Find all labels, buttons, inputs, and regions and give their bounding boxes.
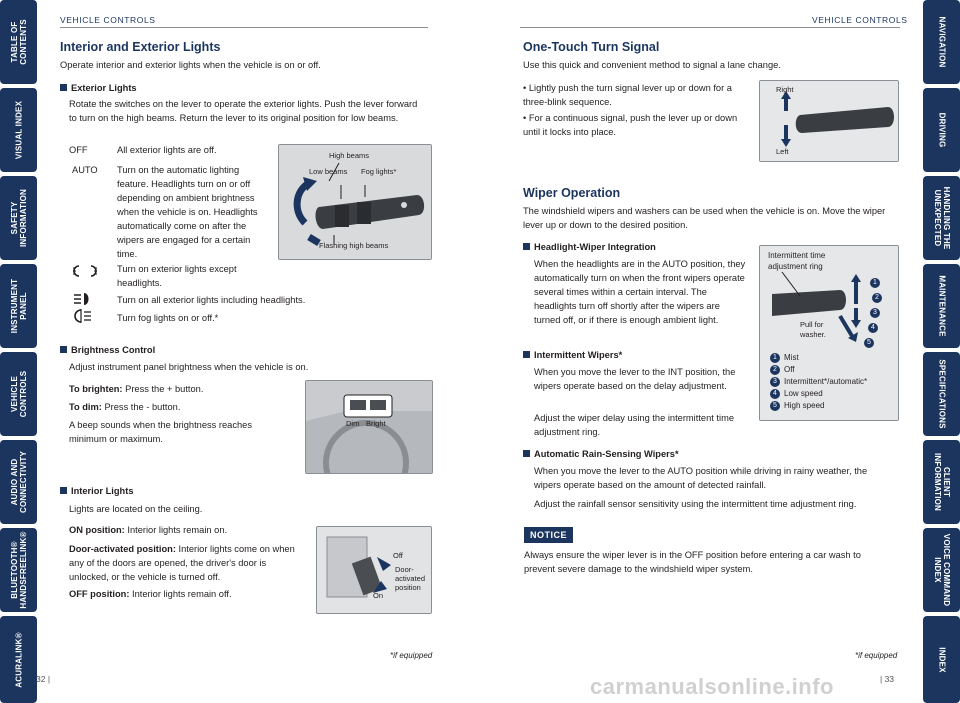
tab-label: VOICE COMMAND INDEX bbox=[932, 533, 951, 607]
label-right: Right bbox=[776, 85, 794, 94]
label-high-beams: High beams bbox=[329, 151, 370, 160]
legend-num: 1 bbox=[770, 353, 780, 363]
wiper-title: Wiper Operation bbox=[523, 186, 621, 200]
brighten-line bbox=[69, 382, 203, 396]
tab-label: CLIENT INFORMATION bbox=[932, 452, 951, 512]
header-left: VEHICLE CONTROLS bbox=[60, 15, 156, 25]
legend-item bbox=[770, 364, 867, 376]
marker-4: 4 bbox=[868, 323, 878, 333]
off-position-label: OFF position: bbox=[69, 589, 130, 599]
turn-bullet-1: • Lightly push the turn signal lever up or down for a three-blink sequence. bbox=[523, 83, 732, 107]
header-right: VEHICLE CONTROLS bbox=[812, 15, 908, 25]
page-left-num: 32 bbox=[36, 674, 46, 684]
headlight-lever-figure bbox=[278, 144, 432, 260]
light-desc-fog: Turn fog lights on or off.* bbox=[117, 313, 219, 323]
on-position-line bbox=[69, 523, 227, 537]
brightness-figure bbox=[305, 380, 433, 474]
legend-item bbox=[770, 352, 867, 364]
turn-bullet-1-text: Lightly push the turn signal lever up or down for a three-blink sequence. bbox=[523, 83, 732, 107]
brightness-heading: Brightness Control bbox=[60, 343, 155, 357]
parking-light-icon bbox=[72, 264, 98, 278]
tab-index[interactable] bbox=[923, 616, 960, 703]
exterior-lights-text: Rotate the switches on the lever to operate the exterior lights. Push the lever forward to turn on the high beams. Return the lever to its original position for low beams. bbox=[69, 99, 418, 123]
intermittent-wipers-heading: Intermittent Wipers* bbox=[523, 348, 622, 362]
watermark: carmanualsonline.info bbox=[590, 674, 834, 699]
legend-num: 4 bbox=[770, 389, 780, 399]
legend-item bbox=[770, 376, 867, 388]
tab-audio-connectivity[interactable] bbox=[0, 440, 37, 524]
tab-label: DRIVING bbox=[937, 112, 946, 148]
tab-maintenance[interactable] bbox=[923, 264, 960, 348]
tab-label: NAVIGATION bbox=[937, 16, 946, 68]
tab-bluetooth-handsfreelink[interactable] bbox=[0, 528, 37, 612]
headlight-wiper-heading: Headlight-Wiper Integration bbox=[523, 240, 656, 254]
legend-item bbox=[770, 388, 867, 400]
label-intermittent-ring: Intermittent time adjustment ring bbox=[768, 251, 826, 271]
tab-voice-command-index[interactable] bbox=[923, 528, 960, 612]
tab-acuralink[interactable] bbox=[0, 616, 37, 703]
off-position-text: Interior lights remain off. bbox=[129, 589, 232, 599]
label-left: Left bbox=[776, 147, 789, 156]
dim-text: Press the - button. bbox=[101, 402, 181, 412]
legend-num: 3 bbox=[770, 377, 780, 387]
dim-line bbox=[69, 400, 180, 414]
beep-text: A beep sounds when the brightness reaches minimum or maximum. bbox=[69, 420, 252, 444]
tab-instrument-panel[interactable] bbox=[0, 264, 37, 348]
interior-lights-heading: Interior Lights bbox=[60, 484, 134, 498]
label-pull-washer: Pull for washer. bbox=[800, 320, 826, 339]
tab-vehicle-controls[interactable] bbox=[0, 352, 37, 436]
legend-text: Intermittent*/automatic* bbox=[784, 377, 868, 386]
light-key-auto: AUTO bbox=[72, 165, 98, 175]
tab-label: MAINTENANCE bbox=[937, 275, 946, 337]
light-desc-auto: Turn on the automatic lighting feature. Headlights turn on or off depending on ambient brightness when the vehicle is on. Headlights automatically come on after the wipers are engaged for a certain time. bbox=[117, 165, 258, 259]
tab-label: TABLE OF CONTENTS bbox=[9, 19, 28, 65]
page-right-num: 33 bbox=[884, 674, 895, 684]
wiper-legend bbox=[770, 352, 867, 412]
tab-table-of-contents[interactable] bbox=[0, 0, 37, 84]
tab-safety-information[interactable] bbox=[0, 176, 37, 260]
light-desc-off: All exterior lights are off. bbox=[117, 145, 217, 155]
tab-label: ACURALINK® bbox=[14, 631, 23, 688]
notice-text: Always ensure the wiper lever is in the OFF position before entering a car wash to prevent severe damage to the windshield wiper system. bbox=[524, 550, 861, 574]
rain-sensing-text-2: Adjust the rainfall sensor sensitivity using the intermittent time adjustment ring. bbox=[534, 499, 857, 509]
page-number-right: | 33 bbox=[880, 674, 895, 684]
label-low-beams: Low beams bbox=[309, 167, 348, 176]
brighten-label: To brighten: bbox=[69, 384, 123, 394]
on-position-text: Interior lights remain on. bbox=[124, 525, 228, 535]
tab-label: AUDIO AND CONNECTIVITY bbox=[9, 451, 28, 513]
lights-intro: Operate interior and exterior lights when the vehicle is on or off. bbox=[60, 60, 321, 70]
door-position-text: Interior lights come on when any of the doors are opened, the driver's door is unlocked, or the vehicle is turned off. bbox=[69, 544, 295, 582]
turn-bullet-2: • For a continuous signal, push the lever up or down until it locks into place. bbox=[523, 113, 738, 137]
header-rule-right bbox=[520, 27, 900, 28]
light-desc-headlights: Turn on all exterior lights including headlights. bbox=[117, 295, 306, 305]
label-flashing-high-beams: Flashing high beams bbox=[319, 241, 389, 250]
legend-text: Low speed bbox=[784, 389, 823, 398]
tab-label: VEHICLE CONTROLS bbox=[9, 370, 28, 418]
tab-handling-unexpected[interactable] bbox=[923, 176, 960, 260]
legend-num: 2 bbox=[770, 365, 780, 375]
label-on: On bbox=[373, 591, 384, 600]
on-position-label: ON position: bbox=[69, 525, 125, 535]
light-desc-parking: Turn on exterior lights except headlights. bbox=[117, 264, 237, 288]
label-off: Off bbox=[393, 551, 403, 560]
tab-visual-index[interactable] bbox=[0, 88, 37, 172]
turn-bullet-2-text: For a continuous signal, push the lever up or down until it locks into place. bbox=[523, 113, 738, 137]
footnote-right: *if equipped bbox=[855, 651, 898, 660]
label-bright: Bright bbox=[366, 419, 386, 428]
footnote-left: *if equipped bbox=[390, 651, 433, 660]
fog-light-icon bbox=[72, 308, 92, 324]
intermittent-wipers-text-1: When you move the lever to the INT position, the wipers operate based on the delay adjustment. bbox=[534, 367, 736, 391]
legend-item bbox=[770, 400, 867, 412]
tab-client-information[interactable] bbox=[923, 440, 960, 524]
tab-driving[interactable] bbox=[923, 88, 960, 172]
off-position-line bbox=[69, 587, 232, 601]
tab-navigation[interactable] bbox=[923, 0, 960, 84]
notice-badge: NOTICE bbox=[524, 527, 573, 543]
interior-lights-text: Lights are located on the ceiling. bbox=[69, 504, 203, 514]
rain-sensing-text-1: When you move the lever to the AUTO position while driving in rainy weather, the wipers operate based on the amount of detected rainfall. bbox=[534, 466, 868, 490]
brightness-text: Adjust instrument panel brightness when the vehicle is on. bbox=[69, 362, 309, 372]
tab-label: SAFETY INFORMATION bbox=[9, 188, 28, 248]
page-number-left: 32 | bbox=[36, 674, 51, 684]
marker-1: 1 bbox=[870, 278, 880, 288]
headlight-wiper-text: When the headlights are in the AUTO position, they automatically turn on when the front wipers operate several times within a certain interval. The headlights turn off shortly after the wipers are turned off, or if there is enough ambient light. bbox=[534, 259, 746, 325]
label-door-activated: Door- activated position bbox=[395, 565, 426, 592]
turn-signal-title: One-Touch Turn Signal bbox=[523, 40, 660, 54]
wiper-intro: The windshield wipers and washers can be used when the vehicle is on. Move the wiper lever up or down to the desired position. bbox=[523, 206, 886, 230]
marker-5: 5 bbox=[864, 338, 874, 348]
turn-signal-intro: Use this quick and convenient method to signal a lane change. bbox=[523, 60, 781, 70]
lights-title: Interior and Exterior Lights bbox=[60, 40, 221, 54]
door-position-line bbox=[69, 542, 305, 584]
label-fog-lights: Fog lights* bbox=[361, 167, 397, 176]
tab-label: INSTRUMENT PANEL bbox=[9, 278, 28, 334]
legend-text: High speed bbox=[784, 401, 825, 410]
brighten-text: Press the + button. bbox=[122, 384, 204, 394]
wiper-figure bbox=[759, 245, 899, 421]
intermittent-wipers-text-2: Adjust the wiper delay using the intermittent time adjustment ring. bbox=[534, 413, 734, 437]
rain-sensing-heading: Automatic Rain-Sensing Wipers* bbox=[523, 447, 679, 461]
legend-text: Off bbox=[784, 365, 795, 374]
tab-specifications[interactable] bbox=[923, 352, 960, 436]
headlight-icon bbox=[72, 292, 92, 306]
light-key-off: OFF bbox=[69, 145, 88, 155]
header-rule-left bbox=[60, 27, 428, 28]
tab-label: HANDLING THE UNEXPECTED bbox=[932, 186, 951, 250]
label-dim: Dim bbox=[346, 419, 360, 428]
legend-text: Mist bbox=[784, 353, 799, 362]
marker-3: 3 bbox=[870, 308, 880, 318]
marker-2: 2 bbox=[872, 293, 882, 303]
tab-label: SPECIFICATIONS bbox=[937, 359, 946, 429]
tab-label: VISUAL INDEX bbox=[14, 100, 23, 160]
tab-label: BLUETOOTH® HANDSFREELINK® bbox=[9, 531, 28, 609]
exterior-lights-heading: Exterior Lights bbox=[60, 81, 137, 95]
tab-label: INDEX bbox=[937, 646, 946, 673]
legend-num: 5 bbox=[770, 401, 780, 411]
dim-label: To dim: bbox=[69, 402, 102, 412]
interior-light-figure bbox=[316, 526, 432, 614]
turn-signal-figure bbox=[759, 80, 899, 162]
door-position-label: Door-activated position: bbox=[69, 544, 176, 554]
